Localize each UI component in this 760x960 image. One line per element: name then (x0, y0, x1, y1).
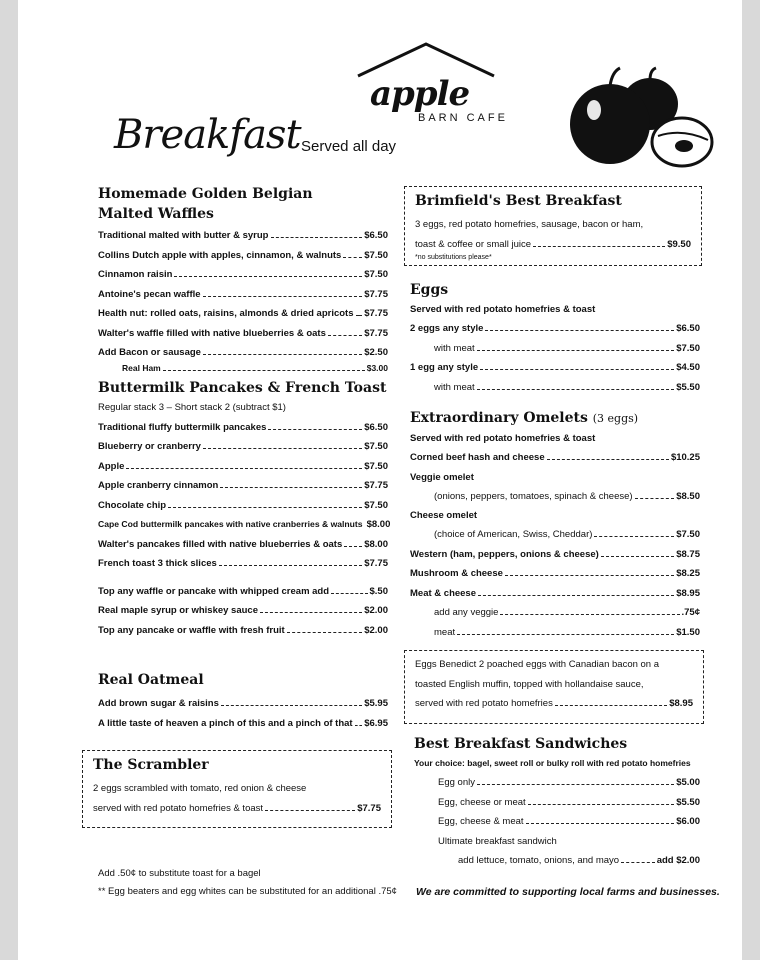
item-name: Top any waffle or pancake with whipped cream add (98, 585, 330, 597)
item-price: $7.75 (364, 558, 388, 569)
item-name: Walter's pancakes filled with native blueberries & oats (98, 538, 343, 550)
item-price: $9.50 (667, 238, 691, 250)
item-name: Traditional malted with butter & syrup (98, 230, 269, 241)
item-name: Walter's waffle filled with native blueberries & oats (98, 327, 326, 339)
item-name: Collins Dutch apple with apples, cinnamon, & walnuts (98, 249, 342, 261)
menu-item (98, 418, 388, 438)
item-name: (choice of American, Swiss, Cheddar) (434, 529, 593, 540)
menu-item (98, 246, 388, 266)
menu-item (98, 535, 388, 555)
menu-item (410, 623, 700, 643)
item-price: $.50 (369, 585, 388, 597)
item-price: $8.25 (676, 568, 700, 579)
item-price: $2.50 (364, 347, 388, 358)
item-price: $8.00 (366, 519, 391, 530)
item-name: Real Ham (122, 362, 161, 373)
item-description: 3 eggs, red potato homefries, sausage, bacon or ham, (415, 219, 644, 230)
item-price: $7.50 (364, 269, 388, 280)
eggs-section (410, 280, 700, 397)
menu-item (98, 265, 388, 285)
item-price: $8.95 (676, 587, 700, 599)
oatmeal-section (98, 670, 388, 733)
logo-name: apple (370, 74, 470, 114)
menu-item (414, 851, 700, 871)
item-price: $7.75 (364, 308, 388, 319)
menu-item (98, 515, 391, 535)
menu-subtitle: Served all day (301, 138, 397, 155)
menu-item (98, 304, 388, 324)
item-name: Chocolate chip (98, 499, 167, 511)
veggie-label: Veggie omelet (410, 471, 474, 483)
item-price: $6.50 (364, 230, 388, 241)
item-name: Egg only (438, 777, 475, 788)
menu-item (98, 694, 388, 714)
sandwiches-section (414, 734, 700, 871)
item-name: Meat & cheese (410, 587, 477, 599)
item-name: Cape Cod buttermilk pancakes with native cranberries & walnuts (98, 519, 363, 529)
omelets-title-note: (3 eggs) (592, 412, 639, 425)
item-name: Top any pancake or waffle with fresh fruit (98, 624, 285, 636)
menu-item (98, 457, 388, 477)
item-price: $7.50 (364, 249, 388, 261)
menu-item (98, 324, 388, 344)
section-title: The Scrambler (93, 757, 209, 773)
logo-subtitle: BARN CAFE (418, 112, 508, 124)
item-description: toasted English muffin, topped with hollandaise sauce, (415, 678, 644, 690)
section-title: Eggs (410, 282, 449, 298)
topping-item (98, 582, 388, 602)
benedict-line (415, 655, 693, 675)
section-title (410, 408, 700, 429)
item-name: Mushroom & cheese (410, 568, 503, 579)
item-name: Antoine's pecan waffle (98, 288, 201, 300)
item-price: $6.50 (676, 323, 700, 334)
section-title: Homemade Golden Belgian (98, 186, 313, 202)
item-name: Add brown sugar & raisins (98, 698, 219, 709)
menu-page (18, 0, 742, 960)
topping-item (98, 621, 388, 641)
note-text: Regular stack 3 – Short stack 2 (subtract $1) (98, 402, 286, 413)
menu-item (414, 793, 700, 813)
menu-item (415, 235, 691, 255)
menu-item (414, 773, 700, 793)
scrambler-line (93, 779, 381, 799)
menu-title: Breakfast (114, 112, 301, 158)
menu-item (98, 226, 388, 246)
menu-item (410, 584, 700, 604)
item-name: A little taste of heaven a pinch of this and a pinch of that (98, 717, 353, 729)
item-name: Ultimate breakfast sandwich (438, 835, 557, 847)
menu-item (410, 448, 700, 468)
item-name: served with red potato homefries & toast (93, 802, 264, 814)
section-title: Real Oatmeal (98, 672, 204, 688)
menu-item (98, 476, 388, 496)
benedict-box (404, 650, 704, 724)
item-price: $7.50 (676, 342, 700, 354)
menu-item (410, 603, 700, 623)
ultimate-label (414, 832, 700, 852)
item-price: $3.00 (366, 362, 388, 373)
item-name: meat (434, 626, 456, 638)
item-price: $7.50 (676, 529, 700, 540)
item-price: $6.95 (364, 717, 388, 729)
menu-item (410, 339, 700, 359)
menu-item (410, 525, 700, 545)
item-name: Egg, cheese & meat (438, 816, 524, 827)
no-substitutions-note: *no substitutions please* (415, 254, 492, 261)
item-name: Apple cranberry cinnamon (98, 480, 219, 491)
footnote-bagel: Add .50¢ to substitute toast for a bagel (98, 868, 261, 879)
pancakes-section (98, 378, 391, 640)
section-title: Buttermilk Pancakes & French Toast (98, 380, 387, 396)
menu-item (98, 343, 388, 363)
item-price: .75¢ (681, 607, 700, 618)
item-price: $10.25 (670, 452, 700, 463)
menu-item (98, 437, 388, 457)
section-title: Brimfield's Best Breakfast (415, 193, 622, 209)
item-name: Corned beef hash and cheese (410, 452, 545, 463)
menu-item (410, 358, 700, 378)
item-name: Cinnamon raisin (98, 269, 173, 280)
cheese-label: Cheese omelet (410, 510, 478, 521)
section-note: Your choice: bagel, sweet roll or bulky roll with red potato homefries (414, 758, 691, 768)
item-price: $5.00 (676, 777, 700, 788)
item-price: $8.75 (676, 548, 700, 560)
item-price: $6.50 (364, 421, 388, 433)
item-price: $2.00 (364, 624, 388, 636)
brimfield-line (415, 215, 691, 235)
menu-item (410, 487, 700, 507)
item-name: Western (ham, peppers, onions & cheese) (410, 548, 599, 560)
item-name: Egg, cheese or meat (438, 796, 526, 808)
topping-item (98, 601, 388, 621)
omelets-section (410, 408, 700, 642)
item-price: $7.75 (357, 802, 381, 814)
item-name: Blueberry or cranberry (98, 441, 201, 452)
scrambler-box (82, 750, 392, 828)
menu-item (410, 378, 700, 398)
menu-item (98, 554, 388, 574)
item-price: $7.50 (364, 441, 388, 452)
section-note: Served with red potato homefries & toast (410, 304, 596, 315)
commitment-statement: We are committed to supporting local farms and businesses. (416, 886, 720, 898)
section-title: Malted Waffles (98, 206, 214, 222)
item-price: $6.00 (676, 816, 700, 827)
item-price: $4.50 (676, 362, 700, 373)
item-name: French toast 3 thick slices (98, 558, 217, 569)
benedict-line (415, 675, 693, 695)
item-price: $5.95 (364, 698, 388, 709)
item-price: $5.50 (676, 796, 700, 808)
menu-item (414, 812, 700, 832)
menu-item (98, 496, 388, 516)
item-description: 2 eggs scrambled with tomato, red onion & cheese (93, 783, 307, 794)
item-price: $8.50 (676, 490, 700, 502)
brimfield-box (404, 186, 702, 266)
item-name: Add Bacon or sausage (98, 347, 201, 358)
item-name: Apple (98, 460, 125, 472)
item-name: Health nut: rolled oats, raisins, almonds & dried apricots (98, 308, 354, 319)
item-name: Real maple syrup or whiskey sauce (98, 605, 258, 616)
apples-icon (566, 66, 716, 170)
menu-item (98, 363, 388, 374)
menu-item (98, 714, 388, 734)
item-name: toast & coffee or small juice (415, 238, 531, 250)
item-price: $7.75 (364, 288, 388, 300)
item-price: $7.50 (364, 499, 388, 511)
omelets-title: Extraordinary Omelets (410, 410, 588, 426)
item-name: served with red potato homefries (415, 698, 553, 709)
item-price: $7.75 (364, 327, 388, 339)
item-name: 2 eggs any style (410, 323, 484, 334)
item-price: $5.50 (676, 381, 700, 393)
menu-item (410, 545, 700, 565)
menu-item (410, 564, 700, 584)
item-price: $2.00 (364, 605, 388, 616)
item-price: add $2.00 (656, 855, 700, 866)
item-price: $7.75 (364, 480, 388, 491)
menu-item (415, 694, 693, 714)
item-price: $1.50 (676, 626, 700, 638)
item-name: with meat (434, 342, 475, 354)
menu-item (410, 319, 700, 339)
item-name: add lettuce, tomato, onions, and mayo (458, 855, 620, 866)
section-title: Best Breakfast Sandwiches (414, 736, 628, 752)
waffles-section (98, 184, 388, 374)
footnote-egg-beaters: ** Egg beaters and egg whites can be substituted for an additional .75¢ (98, 886, 397, 897)
item-name: (onions, peppers, tomatoes, spinach & cheese) (434, 490, 633, 502)
item-price: $7.50 (364, 460, 388, 472)
item-price: $8.00 (364, 538, 388, 550)
menu-item (93, 799, 381, 819)
section-note: Served with red potato homefries & toast (410, 433, 596, 444)
item-name: Traditional fluffy buttermilk pancakes (98, 421, 267, 433)
item-price: $8.95 (669, 698, 693, 709)
menu-item (98, 285, 388, 305)
section-note (98, 398, 388, 418)
item-name: 1 egg any style (410, 362, 479, 373)
item-description: Eggs Benedict 2 poached eggs with Canadian bacon on a (415, 659, 660, 670)
item-name: add any veggie (434, 607, 499, 618)
item-name: with meat (434, 381, 475, 393)
